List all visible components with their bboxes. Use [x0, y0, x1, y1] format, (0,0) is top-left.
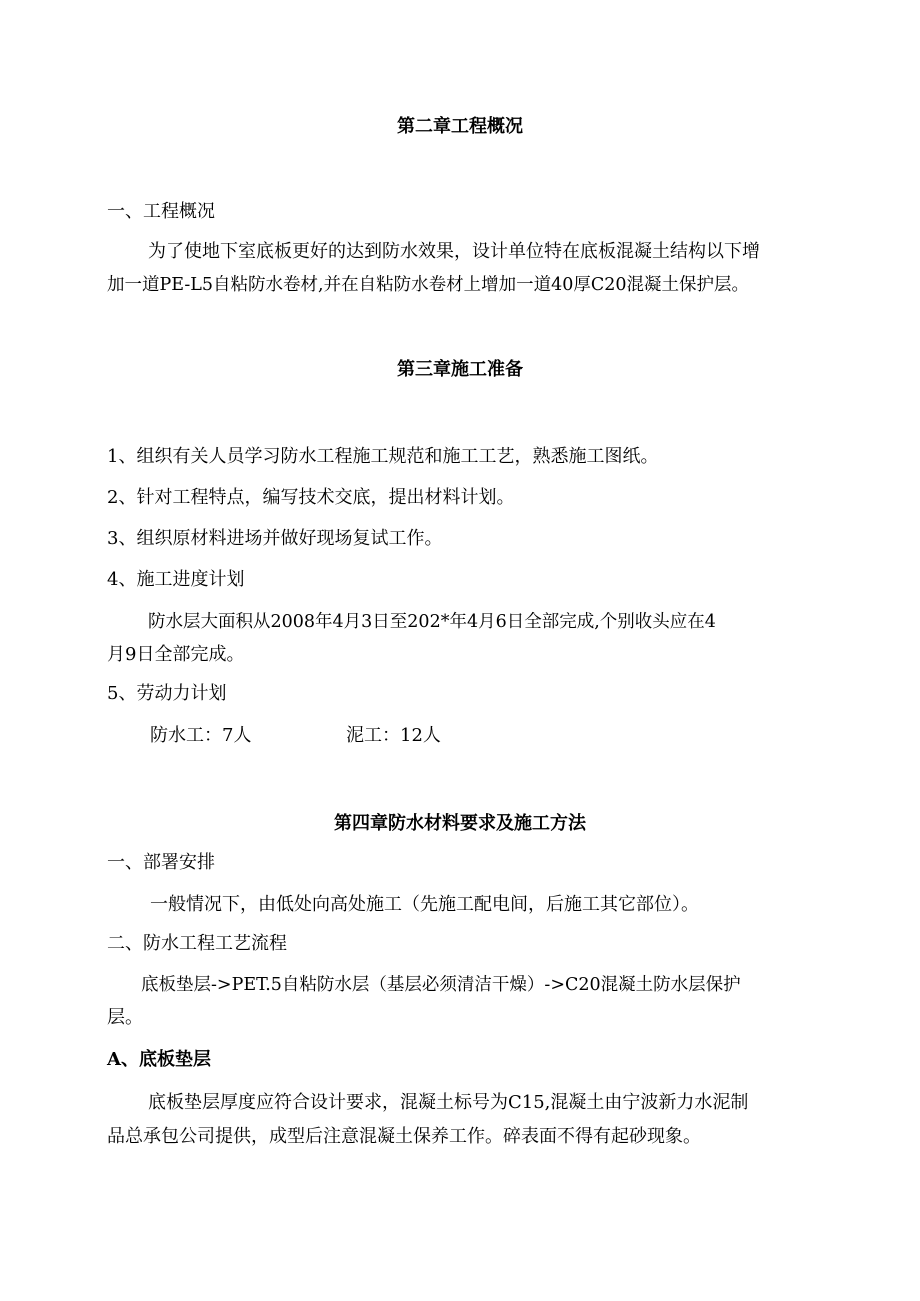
paragraph-line: 底板垫层厚度应符合设计要求，混凝土标号为C15,混凝土由宁波新力水泥制 — [148, 1092, 749, 1113]
paragraph-line: 品总承包公司提供，成型后注意混凝土保养工作。碎表面不得有起砂现象。 — [107, 1126, 701, 1147]
list-item: 4、施工进度计划 — [107, 569, 245, 590]
labor-mason: 泥工：12人 — [346, 725, 441, 746]
paragraph-line: 一般情况下，由低处向高处施工（先施工配电间，后施工其它部位）。 — [150, 894, 699, 915]
paragraph-line: 防水层大面积从2008年4月3日至202*年4月6日全部完成,个别收头应在4 — [148, 612, 716, 632]
chapter-3-title: 第三章施工准备 — [397, 359, 523, 380]
chapter-2-title: 第二章工程概况 — [397, 116, 523, 137]
section-heading: 二、防水工程工艺流程 — [107, 933, 287, 954]
labor-waterproof: 防水工：7人 — [150, 725, 252, 746]
paragraph-line: 月9日全部完成。 — [107, 644, 245, 665]
paragraph-line: 为了使地下室底板更好的达到防水效果，设计单位特在底板混凝土结构以下增 — [148, 241, 760, 262]
list-item: 5、劳动力计划 — [107, 683, 227, 704]
paragraph-line: 底板垫层->PET.5自粘防水层（基层必须清洁干燥）->C20混凝土防水层保护 — [141, 975, 741, 995]
subsection-heading: A、底板垫层 — [107, 1049, 211, 1070]
paragraph-line: 层。 — [107, 1007, 143, 1028]
list-item: 2、针对工程特点，编写技术交底，提出材料计划。 — [107, 487, 515, 508]
section-heading: 一、工程概况 — [107, 201, 215, 222]
paragraph-line: 加一道PE-L5自粘防水卷材,并在自粘防水卷材上增加一道40厚C20混凝土保护层。 — [107, 275, 750, 295]
list-item: 3、组织原材料进场并做好现场复试工作。 — [107, 528, 443, 549]
chapter-4-title: 第四章防水材料要求及施工方法 — [334, 813, 586, 834]
section-heading: 一、部署安排 — [107, 852, 215, 873]
list-item: 1、组织有关人员学习防水工程施工规范和施工工艺，熟悉施工图纸。 — [107, 446, 659, 467]
